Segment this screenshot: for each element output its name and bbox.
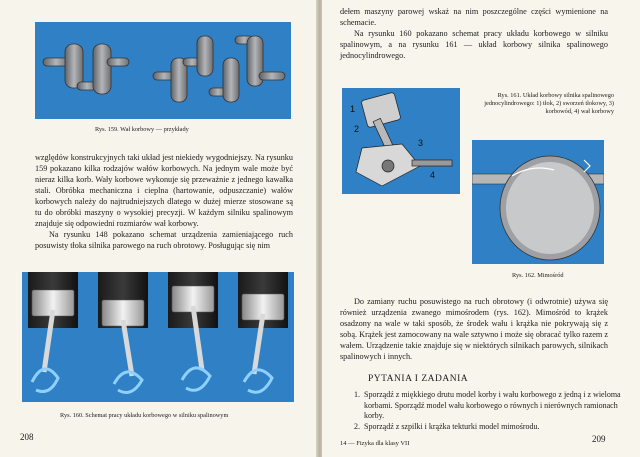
label-4: 4 bbox=[430, 170, 436, 180]
figure-162-caption: Rys. 162. Mimośród bbox=[512, 272, 564, 279]
figure-159-caption: Rys. 159. Wał korbowy — przykłady bbox=[95, 126, 189, 133]
question-1: 1. Sporządź z miękkiego drutu model korby i wału korbowego z jedną i z wieloma korbami. Sporządź model wału korbowego o równych i nierównych ramionach korby. bbox=[362, 390, 622, 422]
figure-161-caption: Rys. 161. Układ korbowy silnika spalinowego jednocylindrowego: 1) tłok, 2) sworzeń tłokowy, 3) korbowód, 4) wał korbowy bbox=[484, 92, 614, 115]
figure-159-crankshafts bbox=[35, 22, 291, 119]
left-page bbox=[0, 0, 318, 457]
figure-162-eccentric bbox=[472, 140, 604, 264]
right-paragraph: Do zamiany ruchu posuwistego na ruch obrotowy (i odwrotnie) używa się również urządzenia zwanego mimośrodem (rys. 162). Mimośród to krążek osadzony na wale w taki sposób, że środek wału i krążka nie pokrywają się z sobą. Krążek jest zamocowany na wale sztywno i może się obracać tylko razem z wałem. Urządzenie takie znajduje się w niektórych silnikach parowych, silnikach spalinowych i innych. bbox=[340, 297, 608, 361]
eccentric-illustration bbox=[472, 140, 604, 264]
question-2: 2. Sporządź z szpilki i krążka tekturki model mimośrodu. bbox=[362, 422, 622, 433]
left-paragraph-2: Na rysunku 148 pokazano schemat urządzenia zamieniającego ruch posuwisty tłoka silnika parowego na ruch obrotowy. Posługując się nim bbox=[35, 230, 293, 250]
page-footer: 14 — Fizyka dla klasy VII bbox=[340, 440, 410, 447]
right-intro-paragraph-2: Na rysunku 160 pokazano schemat pracy układu korbowego w silniku spalinowym, a na rysunku 161 — układ korbowy silnika spalinowego jednocylindrowego. bbox=[340, 29, 608, 60]
right-intro-paragraph: dełem maszyny parowej wskaż na nim poszczególne części wymienione na schemacie. bbox=[340, 7, 608, 27]
figure-160-caption: Rys. 160. Schemat pracy układu korbowego w silniku spalinowym bbox=[60, 412, 229, 419]
right-intro-text bbox=[340, 6, 608, 61]
label-2: 2 bbox=[354, 124, 360, 134]
engine-cycle-illustration bbox=[22, 272, 294, 402]
figure-160-engine-cycle bbox=[22, 272, 294, 402]
crankshafts-illustration bbox=[35, 22, 291, 119]
right-page-number: 209 bbox=[592, 434, 606, 444]
right-body-text bbox=[340, 296, 608, 362]
section-title: PYTANIA I ZADANIA bbox=[368, 374, 469, 384]
left-body-text bbox=[35, 152, 293, 251]
left-paragraph-1: względów konstrukcyjnych taki układ jest niekiedy wygodniejszy. Na rysunku 159 pokazano kilka rodzajów wałów korbowych. Na jednym wale może być nieraz kilka korb. Wały korbowe wykonuje się przeważnie z jednego kawałka stali. Obróbka mechaniczna i cieplna (hartowanie, odpuszczanie) wałów korbowych należy do najtrudniejszych dlatego w dużej mierze stosowane są tu do obróbki maszyny o wysokiej precyzji. W każdym silniku spalinowym znajduje się odpowiedni rozmiarów wał korbowy. bbox=[35, 153, 293, 228]
left-page-number: 208 bbox=[20, 432, 34, 442]
questions-list bbox=[348, 390, 622, 432]
label-3: 3 bbox=[418, 138, 424, 148]
label-1: 1 bbox=[350, 104, 356, 114]
crank-system-illustration bbox=[342, 88, 460, 194]
right-page bbox=[322, 0, 640, 457]
figure-161-crank-system bbox=[342, 88, 460, 194]
